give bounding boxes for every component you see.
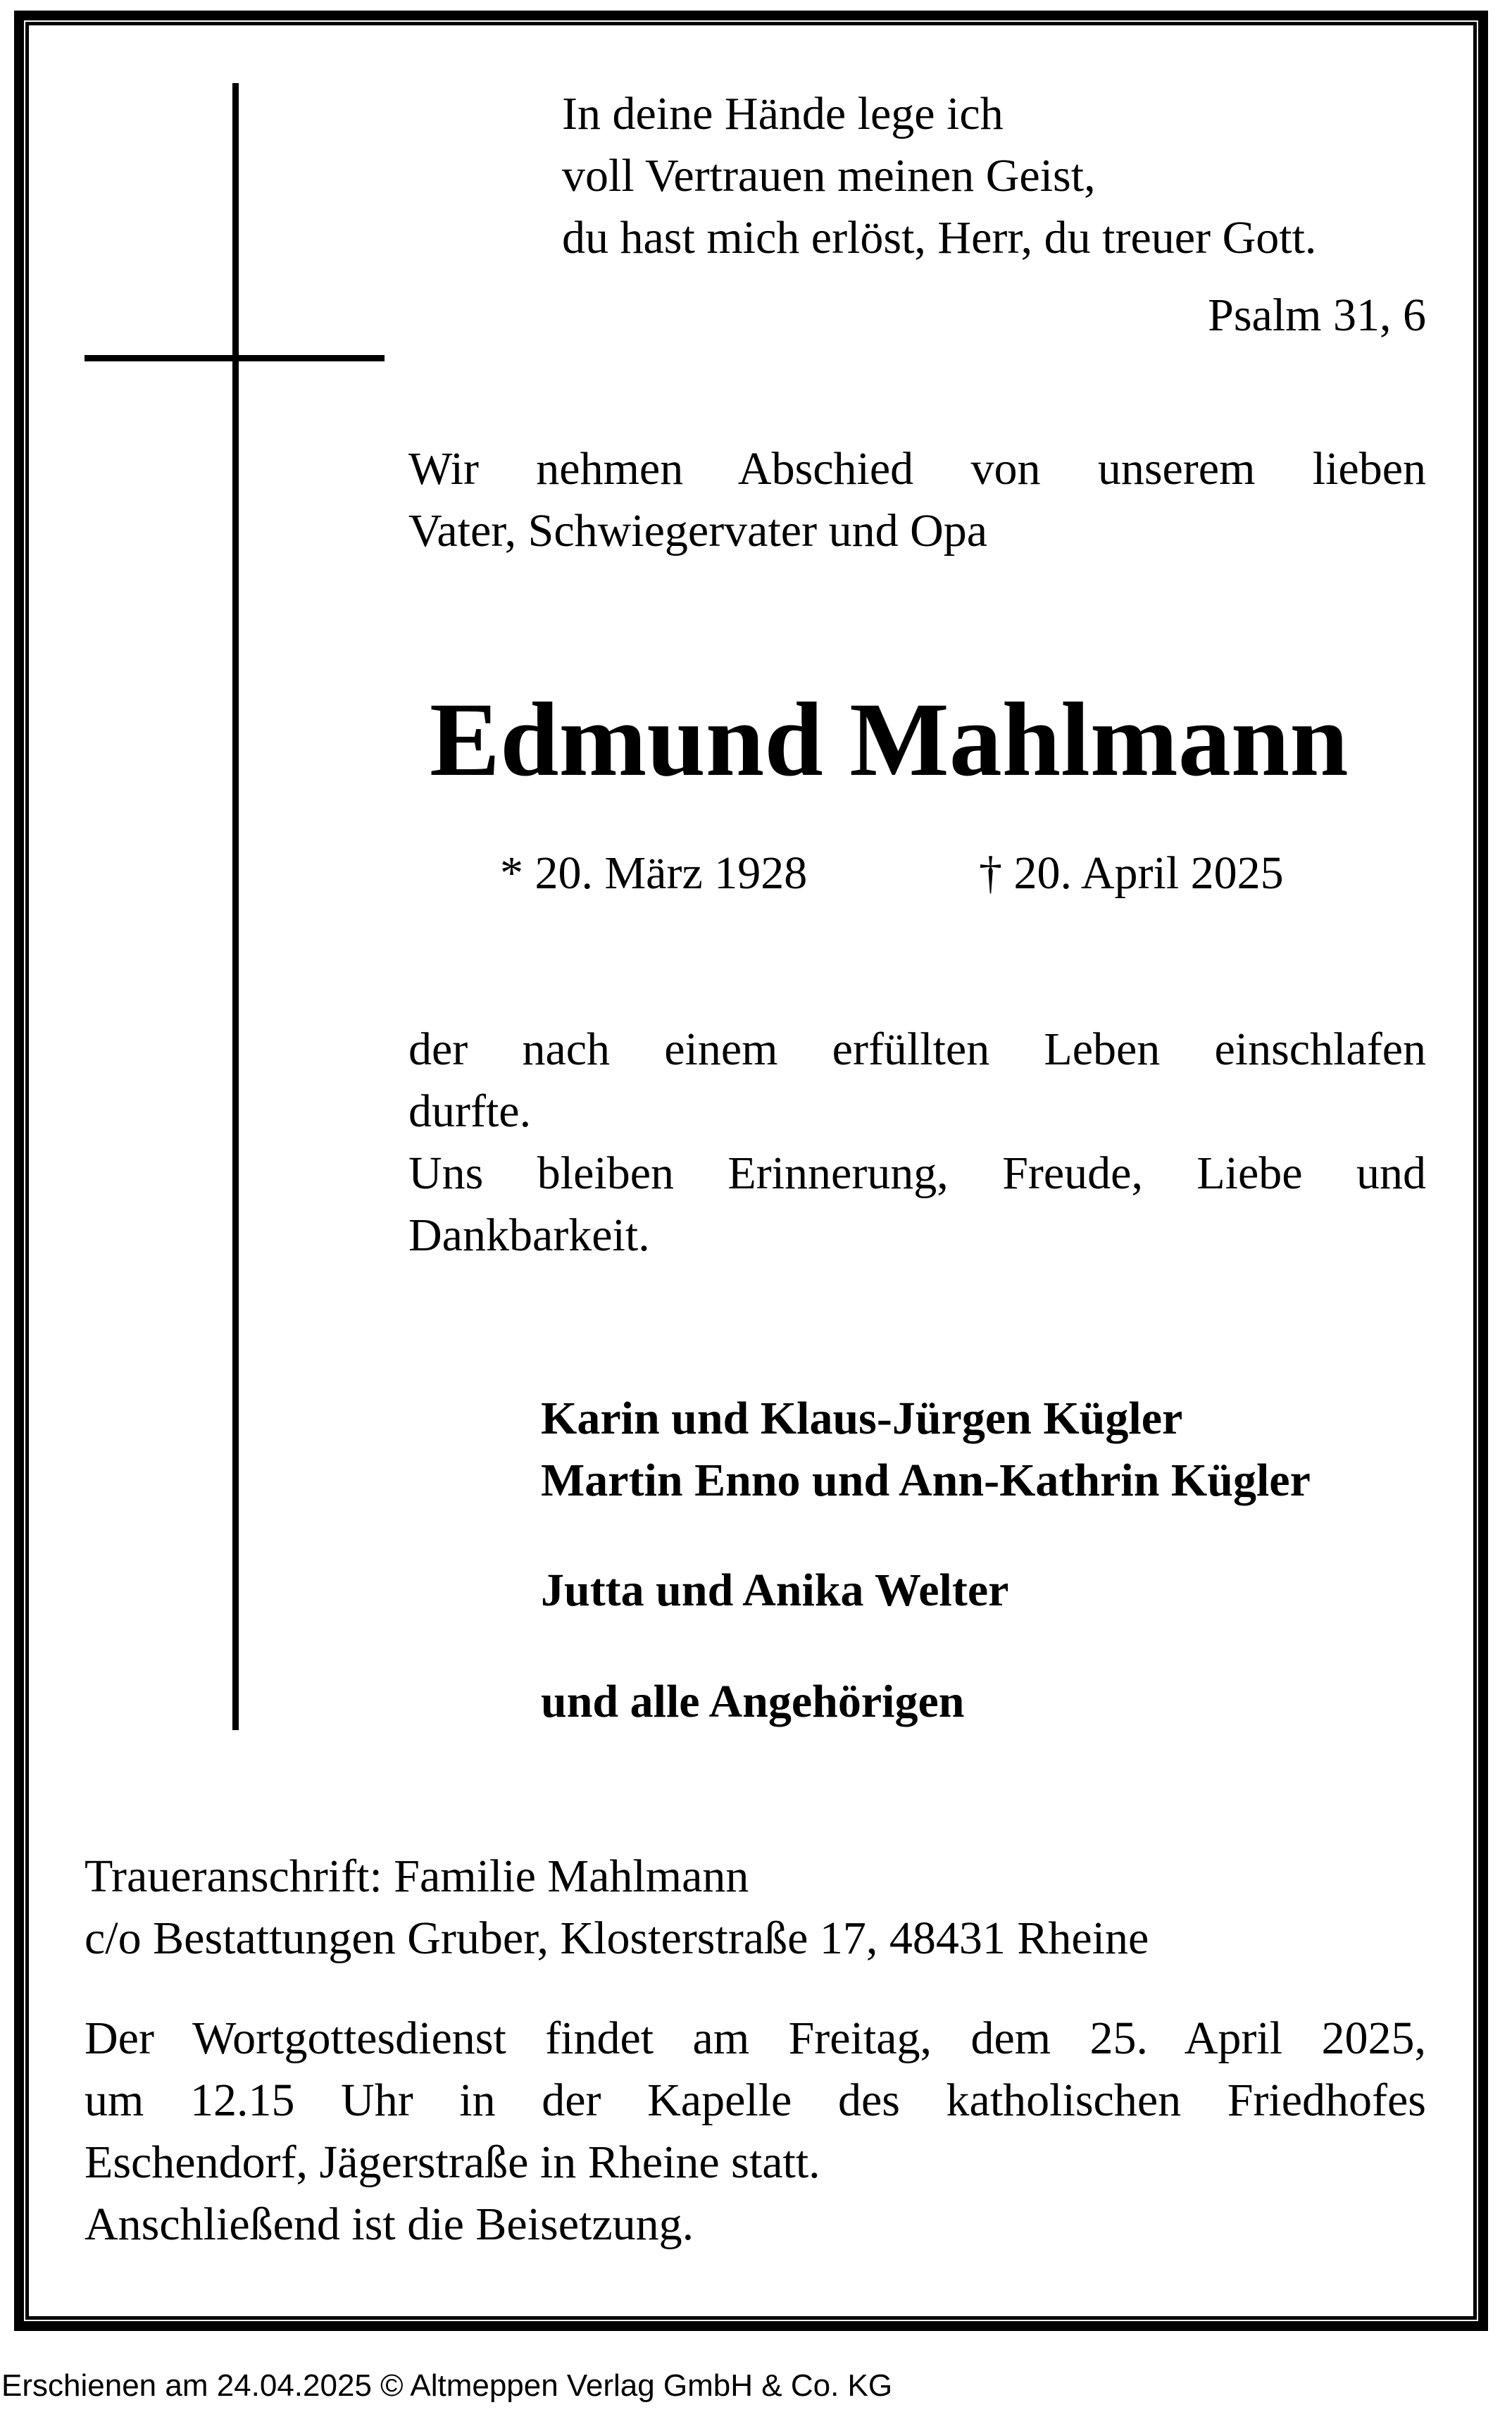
address-line: c/o Bestattungen Gruber, Klosterstraße 17, 48431 Rheine xyxy=(85,1913,1149,1964)
deceased-name: Edmund Mahlmann xyxy=(430,681,1349,798)
service-line: Eschendorf, Jägerstraße in Rheine statt. xyxy=(85,2137,820,2188)
intro-text xyxy=(408,438,1426,562)
memorial-line: durfte. xyxy=(408,1086,532,1137)
verse-line: du hast mich erlöst, Herr, du treuer Gott. xyxy=(562,212,1317,263)
memorial-text xyxy=(408,1019,1426,1267)
death-date: † 20. April 2025 xyxy=(979,847,1284,899)
service-line: Anschließend ist die Beisetzung. xyxy=(85,2199,694,2250)
memorial-line: der nach einem erfüllten Leben einschlafen xyxy=(408,1024,1426,1075)
verse-reference: Psalm 31, 6 xyxy=(1208,290,1426,341)
publication-footer: Erschienen am 24.04.2025 © Altmeppen Verlag GmbH & Co. KG xyxy=(1,2368,893,2403)
mourning-address xyxy=(85,1846,1426,1970)
mourner-name: Martin Enno und Ann-Kathrin Kügler xyxy=(541,1455,1311,1506)
intro-line: Wir nehmen Abschied von unserem lieben xyxy=(408,443,1426,495)
bible-verse xyxy=(562,83,1316,269)
memorial-line: Dankbarkeit. xyxy=(408,1210,650,1261)
service-line: um 12.15 Uhr in der Kapelle des katholischen Friedhofes xyxy=(85,2075,1426,2126)
verse-line: In deine Hände lege ich xyxy=(562,88,1004,139)
cross-vertical-bar xyxy=(232,83,239,1730)
birth-date: * 20. März 1928 xyxy=(500,847,808,899)
address-line: Traueranschrift: Familie Mahlmann xyxy=(85,1851,749,1902)
service-line: Der Wortgottesdienst findet am Freitag, dem 25. April 2025, xyxy=(85,2013,1426,2064)
cross-horizontal-bar xyxy=(85,355,385,361)
service-notice xyxy=(85,2008,1426,2256)
mourner-name: Karin und Klaus-Jürgen Kügler xyxy=(541,1393,1183,1444)
mourner-name: und alle Angehörigen xyxy=(541,1676,965,1727)
mourner-name: Jutta und Anika Welter xyxy=(541,1565,1009,1616)
memorial-line: Uns bleiben Erinnerung, Freude, Liebe und xyxy=(408,1148,1426,1199)
intro-line: Vater, Schwiegervater und Opa xyxy=(408,505,988,557)
verse-line: voll Vertrauen meinen Geist, xyxy=(562,150,1096,201)
